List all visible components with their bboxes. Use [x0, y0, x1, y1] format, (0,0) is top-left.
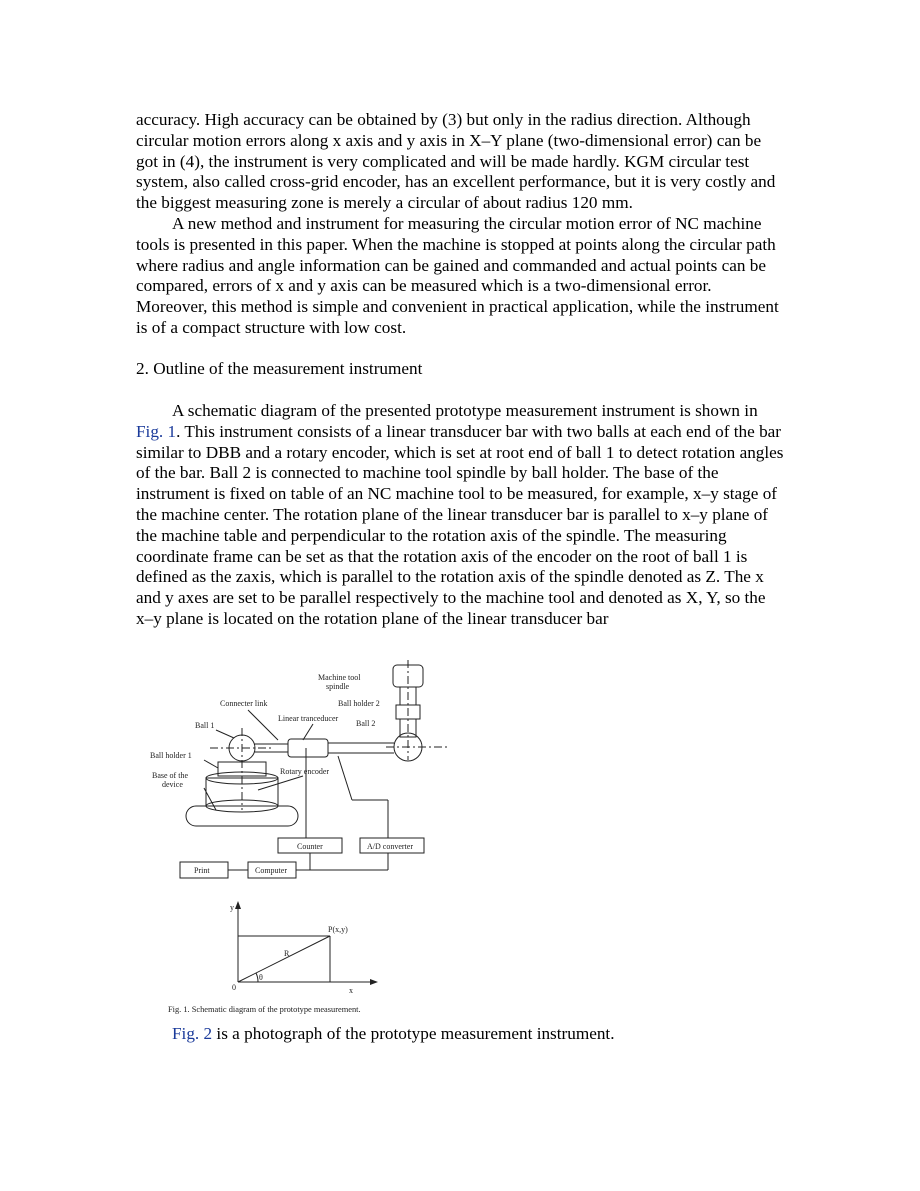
label-angle: θ: [259, 973, 263, 982]
label-spindle-2: spindle: [326, 682, 350, 691]
label-point: P(x,y): [328, 925, 348, 934]
label-linear: Linear tranceducer: [278, 714, 339, 723]
label-x-axis: x: [349, 986, 353, 995]
label-origin: 0: [232, 983, 236, 992]
label-base-2: device: [162, 780, 183, 789]
paragraph-2: [136, 214, 786, 339]
figure-caption: Fig. 1. Schematic diagram of the prototype measurement.: [168, 1005, 361, 1014]
label-base-1: Base of the: [152, 771, 188, 780]
linear-transducer-shape: [288, 739, 328, 757]
radius-line: [238, 936, 330, 982]
label-print: Print: [194, 866, 210, 875]
label-ball2: Ball 2: [356, 719, 376, 728]
section-heading: [136, 359, 786, 380]
label-y-axis: y: [230, 903, 234, 912]
label-counter: Counter: [297, 842, 323, 851]
paragraph-3-start: A schematic diagram of the presented prototype measurement instrument is shown in: [172, 401, 758, 420]
label-ball-holder-1: Ball holder 1: [150, 751, 192, 760]
label-connecter: Connecter link: [220, 699, 268, 708]
paragraph-1: [136, 110, 786, 214]
label-ad: A/D converter: [367, 842, 413, 851]
fig1-link[interactable]: Fig. 1: [136, 421, 177, 441]
label-rotary: Rotary encoder: [280, 767, 330, 776]
label-spindle-1: Machine tool: [318, 673, 361, 682]
paragraph-4: [172, 1024, 822, 1045]
section-heading-text: 2. Outline of the measurement instrument: [136, 359, 423, 378]
figure-1-schematic: [138, 660, 458, 1022]
label-computer: Computer: [255, 866, 287, 875]
paragraph-3: [136, 401, 786, 630]
label-radius: R: [284, 949, 290, 958]
paragraph-4-rest: is a photograph of the prototype measurement instrument.: [212, 1024, 615, 1043]
paragraph-3-rest: . This instrument consists of a linear transducer bar with two balls at each end of the bar similar to DBB and a rotary encoder, which is set at root end of ball 1 to detect rotation angles of the bar. Ball 2 is connected to machine tool spindle by ball holder. The base of the instrument is fixed on table of an NC machine tool to be measured, for example, x–y stage of the machine center. The rotation plane of the linear transducer bar is parallel to x–y plane of the machine table and perpendicular to the rotation axis of the spindle. The measuring coordinate frame can be set as that the rotation axis of the encoder on the root of ball 1 is defined as the zaxis, which is parallel to the rotation axis of the spindle denoted as Z. The x and y axes are set to be parallel respectively to the machine tool and denoted as X, Y, so the x–y plane is located on the rotation plane of the linear transducer bar: [136, 421, 784, 628]
label-ball1: Ball 1: [195, 721, 215, 730]
paragraph-1-text: accuracy. High accuracy can be obtained by (3) but only in the radius direction. Although circular motion errors along x axis and y axis in X–Y plane (two-dimensional error) can be got in (4), the instrument is very complicated and will be made hardly. KGM circular test system, also called cross-grid encoder, has an excellent performance, but it is very costly and the biggest measuring zone is merely a circular of about radius 120 mm.: [136, 110, 776, 213]
fig2-link[interactable]: Fig. 2: [172, 1024, 213, 1043]
label-ball-holder-2: Ball holder 2: [338, 699, 380, 708]
paragraph-2-text: A new method and instrument for measuring the circular motion error of NC machine tools is presented in this paper. When the machine is stopped at points along the circular path where radius and angle information can be gained and commanded and actual points can be compared, errors of x and y axis can be measured which is a two-dimensional error. Moreover, this method is simple and convenient in practical application, while the instrument is of a compact structure with low cost.: [136, 214, 779, 337]
